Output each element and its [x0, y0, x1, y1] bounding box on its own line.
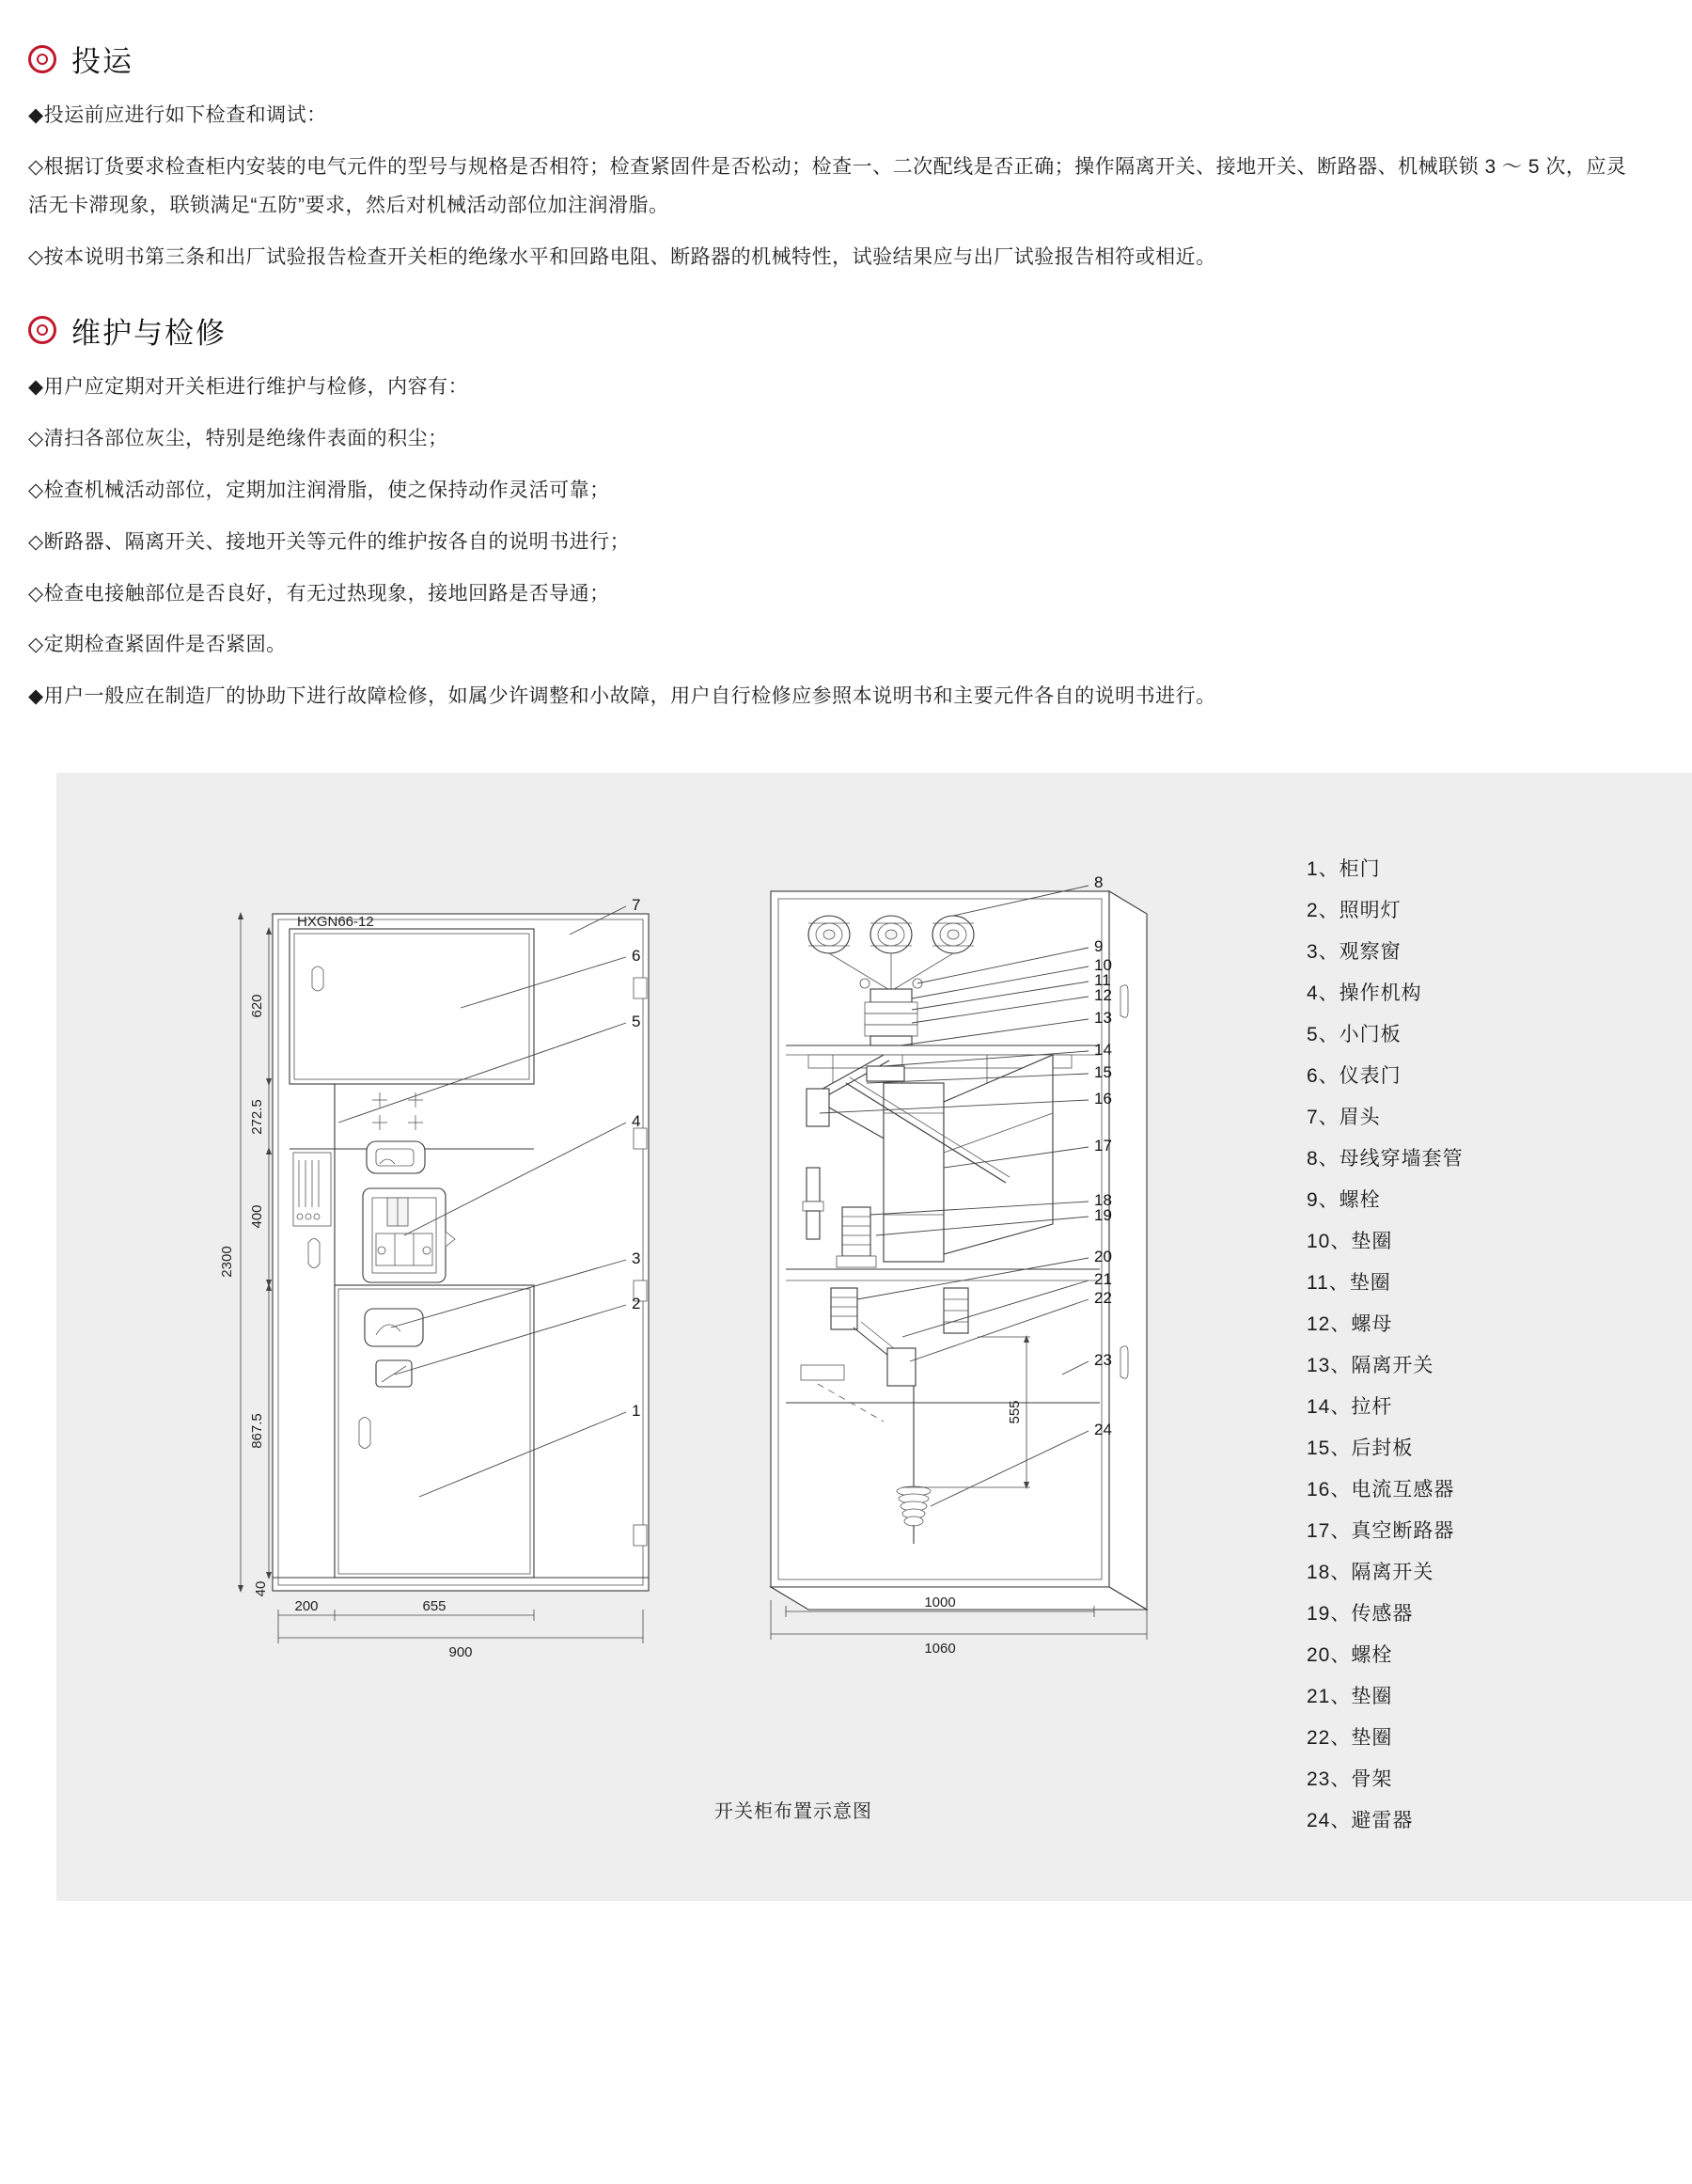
bullet-ring-icon	[28, 45, 56, 73]
callout-1: 1	[632, 1402, 641, 1421]
callout-19: 19	[1094, 1206, 1112, 1225]
dim-40: 40	[253, 1580, 269, 1597]
callout-17: 17	[1094, 1137, 1112, 1155]
callout-22: 22	[1094, 1289, 1112, 1308]
dim-655: 655	[422, 1598, 446, 1615]
callout-4: 4	[632, 1112, 641, 1131]
callout-16: 16	[1094, 1090, 1112, 1108]
paragraph: ◇检查机械活动部位，定期加注润滑脂，使之保持动作灵活可靠；	[28, 479, 610, 501]
callout-23: 23	[1094, 1351, 1112, 1370]
callout-12: 12	[1094, 986, 1112, 1005]
dim-400: 400	[249, 1204, 265, 1229]
figure-switchgear-layout	[56, 773, 1692, 1901]
callout-20: 20	[1094, 1248, 1112, 1266]
callout-14: 14	[1094, 1041, 1112, 1060]
legend-item: 9、螺栓	[1307, 1189, 1381, 1212]
callout-7: 7	[632, 896, 641, 915]
dim-1060: 1060	[924, 1641, 956, 1658]
callout-13: 13	[1094, 1009, 1112, 1028]
legend-item: 20、螺栓	[1307, 1644, 1393, 1667]
callout-10: 10	[1094, 956, 1112, 975]
callout-15: 15	[1094, 1063, 1112, 1082]
legend-item: 3、观察窗	[1307, 941, 1402, 964]
callout-6: 6	[632, 947, 641, 966]
paragraph: ◇根据订货要求检查柜内安装的电气元件的型号与规格是否相符；检查紧固件是否松动；检查一、二次配线是否正确；操作隔离开关、接地开关、断路器、机械联锁 3 ～ 5 次，应灵活无卡滞现象，联锁满足“五防”要求，然后对机械活动部位加注润滑脂。	[28, 155, 1627, 216]
legend-item: 2、照明灯	[1307, 900, 1402, 922]
figure-legend	[1307, 859, 1645, 1852]
paragraph: ◆用户一般应在制造厂的协助下进行故障检修，如属少许调整和小故障，用户自行检修应参照本说明书和主要元件各自的说明书进行。	[28, 685, 1216, 708]
section-title: 投运	[71, 45, 133, 78]
paragraph: ◇定期检查紧固件是否紧固。	[28, 634, 287, 656]
lower-isolator	[837, 1207, 876, 1267]
legend-item: 12、螺母	[1307, 1313, 1393, 1336]
left-elevation-view	[219, 896, 649, 1660]
callout-24: 24	[1094, 1421, 1112, 1439]
paragraph: ◇清扫各部位灰尘，特别是绝缘件表面的积尘；	[28, 427, 448, 449]
dim-2300: 2300	[219, 1246, 235, 1278]
right-section-view	[771, 873, 1147, 1657]
legend-item: 5、小门板	[1307, 1024, 1402, 1046]
paragraph: ◇按本说明书第三条和出厂试验报告检查开关柜的绝缘水平和回路电阻、断路器的机械特性，试验结果应与出厂试验报告相符或相近。	[28, 245, 1216, 268]
legend-item: 10、垫圈	[1307, 1231, 1393, 1253]
callout-18: 18	[1094, 1191, 1112, 1210]
section-heading-commissioning	[28, 38, 1636, 80]
dim-200: 200	[294, 1598, 319, 1615]
callout-8: 8	[1094, 873, 1104, 892]
legend-item: 6、仪表门	[1307, 1065, 1402, 1088]
legend-item: 23、骨架	[1307, 1768, 1393, 1791]
legend-item: 16、电流互感器	[1307, 1479, 1455, 1501]
paragraph: ◆投运前应进行如下检查和调试：	[28, 104, 327, 126]
legend-item: 22、垫圈	[1307, 1727, 1393, 1750]
legend-item: 7、眉头	[1307, 1107, 1381, 1129]
legend-item: 21、垫圈	[1307, 1686, 1393, 1708]
legend-item: 13、隔离开关	[1307, 1355, 1434, 1377]
bullet-ring-icon	[28, 316, 56, 344]
dim-900: 900	[448, 1644, 473, 1661]
callout-9: 9	[1094, 937, 1104, 956]
callout-11: 11	[1094, 971, 1111, 990]
dim-272-5: 272.5	[249, 1099, 265, 1136]
paragraph: ◇检查电接触部位是否良好，有无过热现象，接地回路是否导通；	[28, 582, 610, 605]
dim-867-5: 867.5	[249, 1413, 265, 1450]
section-heading-maintenance	[28, 309, 1636, 352]
callout-5: 5	[632, 1013, 641, 1031]
legend-item: 17、真空断路器	[1307, 1520, 1455, 1543]
legend-item: 14、拉杆	[1307, 1396, 1393, 1419]
section-title: 维护与检修	[71, 316, 227, 350]
dim-1000: 1000	[924, 1595, 956, 1611]
legend-item: 4、操作机构	[1307, 982, 1422, 1005]
callout-2: 2	[632, 1295, 641, 1313]
legend-item: 11、垫圈	[1307, 1272, 1391, 1295]
callout-21: 21	[1094, 1270, 1112, 1289]
legend-item: 18、隔离开关	[1307, 1562, 1434, 1584]
figure-caption: 开关柜布置示意图	[714, 1801, 872, 1823]
dim-620: 620	[249, 994, 265, 1018]
legend-item: 24、避雷器	[1307, 1810, 1414, 1832]
model-label: HXGN66-12	[297, 914, 374, 931]
callout-3: 3	[632, 1249, 641, 1268]
figure-inner	[56, 773, 1692, 1901]
paragraph: ◆用户应定期对开关柜进行维护与检修，内容有：	[28, 375, 469, 398]
dim-555: 555	[1007, 1400, 1023, 1424]
legend-item: 8、母线穿墙套管	[1307, 1148, 1464, 1171]
legend-item: 1、柜门	[1307, 858, 1381, 881]
legend-item: 19、传感器	[1307, 1603, 1414, 1626]
legend-item: 15、后封板	[1307, 1438, 1414, 1460]
paragraph: ◇断路器、隔离开关、接地开关等元件的维护按各自的说明书进行；	[28, 530, 631, 553]
